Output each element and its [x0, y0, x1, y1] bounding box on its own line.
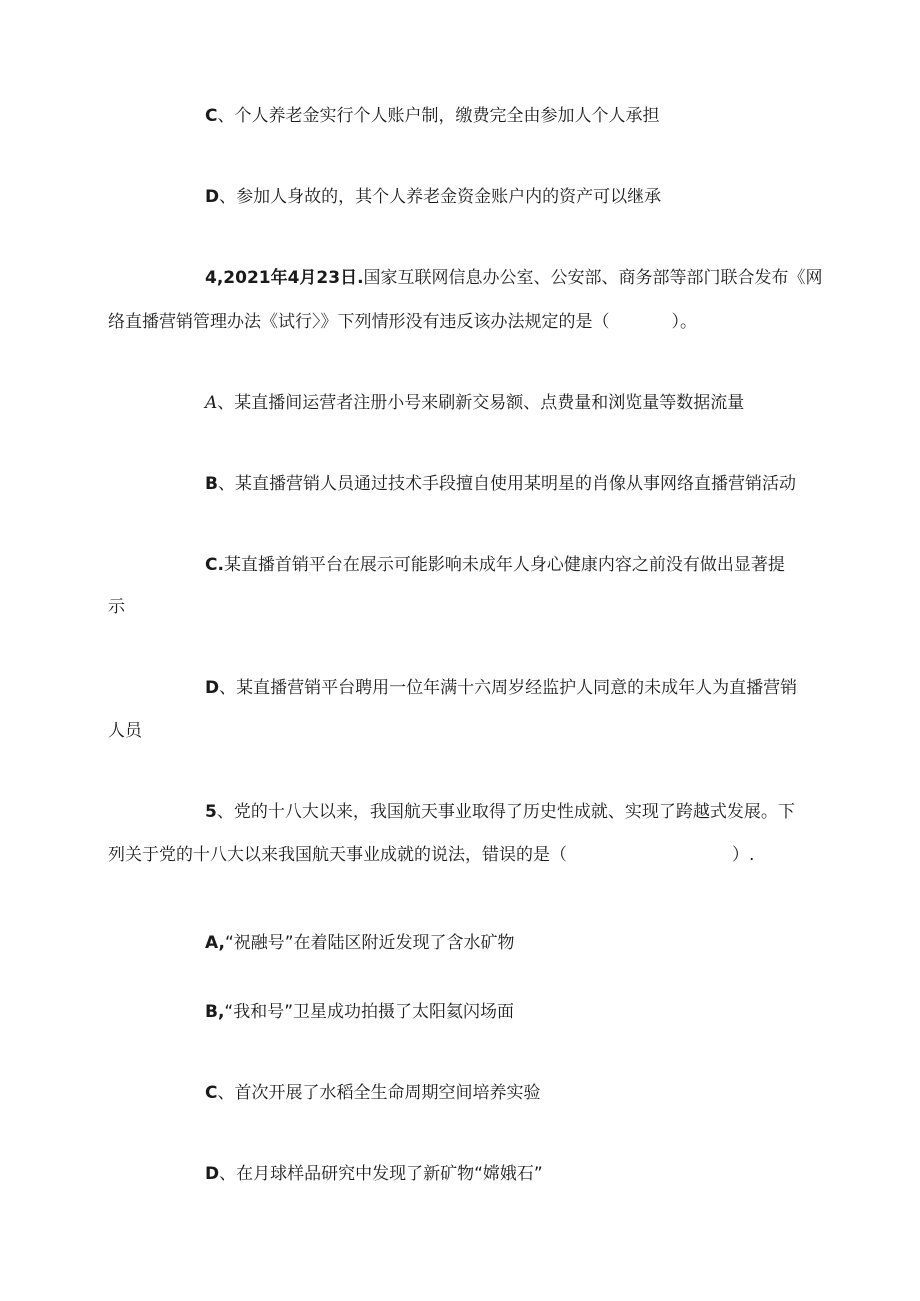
option-separator: 、 — [217, 474, 235, 494]
q4-option-b — [205, 472, 796, 496]
option-text: 某直播营销平台聘用一位年满十六周岁经监护人同意的未成年人为直播营销 — [236, 678, 798, 698]
q4-option-c — [205, 553, 785, 577]
option-label: C — [205, 106, 218, 126]
option-separator: 、 — [217, 106, 235, 126]
q4-option-d-cont — [108, 719, 142, 743]
q4-stem-line2 — [108, 310, 697, 334]
option-text: 示 — [108, 597, 125, 617]
option-text: 某直播间运营者注册小号来刷新交易额、点费量和浏览量等数据流量 — [234, 393, 745, 413]
question-stem-end: ）. — [732, 845, 755, 865]
option-text: 某直播营销人员通过技术手段擅自使用某明星的肖像从事网络直播营销活动 — [234, 474, 796, 494]
question-separator: 、 — [216, 802, 234, 822]
q4-stem-line1 — [205, 266, 823, 290]
option-separator: 、 — [217, 1083, 235, 1103]
option-text: “我和号”卫星成功拍摄了太阳氦闪场面 — [224, 1002, 515, 1022]
option-label: D — [205, 1164, 220, 1184]
question-stem: 国家互联网信息办公室、公安部、商务部等部门联合发布《网 — [363, 268, 823, 288]
option-text: 人员 — [108, 721, 142, 741]
q5-option-d — [205, 1162, 543, 1186]
q5-stem-line2 — [108, 843, 754, 867]
option-text: 某直播首销平台在展示可能影响未成年人身心健康内容之前没有做出显著提 — [223, 555, 785, 575]
option-text: 个人养老金实行个人账户制，缴费完全由参加人个人承担 — [234, 106, 660, 126]
option-label: B — [205, 474, 218, 494]
question-stem-end: ）。 — [671, 312, 697, 332]
option-separator: 、 — [219, 678, 237, 698]
question-number: 5 — [205, 802, 217, 822]
q4-option-c-cont — [108, 595, 125, 619]
option-label: C — [205, 1083, 218, 1103]
question-stem: 列关于党的十八大以来我国航天事业成就的说法，错误的是（ — [108, 845, 567, 865]
option-label: D — [205, 187, 220, 207]
option-text: 首次开展了水稻全生命周期空间培养实验 — [234, 1083, 541, 1103]
question-stem: 络直播营销管理办法《试行〉》下列情形没有违反该办法规定的是（ — [108, 312, 610, 332]
option-text: 参加人身故的，其个人养老金资金账户内的资产可以继承 — [236, 187, 662, 207]
q3-option-c — [205, 104, 659, 128]
option-text: 在月球样品研究中发现了新矿物“嫦娥石” — [236, 1164, 543, 1184]
q3-option-d — [205, 185, 661, 209]
q5-option-a — [205, 931, 515, 955]
question-stem: 党的十八大以来，我国航天事业取得了历史性成就、实现了跨越式发展。下 — [233, 802, 795, 822]
option-label: D — [205, 678, 220, 698]
question-number: 4,2021年4月23日. — [205, 268, 364, 288]
q5-option-c — [205, 1081, 540, 1105]
option-label: B, — [205, 1002, 225, 1022]
option-separator: 、 — [219, 187, 237, 207]
q5-stem-line1 — [205, 800, 795, 824]
option-label: A, — [205, 933, 225, 953]
q5-option-b — [205, 1000, 514, 1024]
q4-option-a — [205, 391, 744, 415]
option-text: “祝融号”在着陆区附近发现了含水矿物 — [224, 933, 515, 953]
option-label: A — [205, 393, 218, 413]
q4-option-d — [205, 676, 797, 700]
option-separator: 、 — [217, 393, 235, 413]
option-label: C. — [205, 555, 224, 575]
option-separator: 、 — [219, 1164, 237, 1184]
